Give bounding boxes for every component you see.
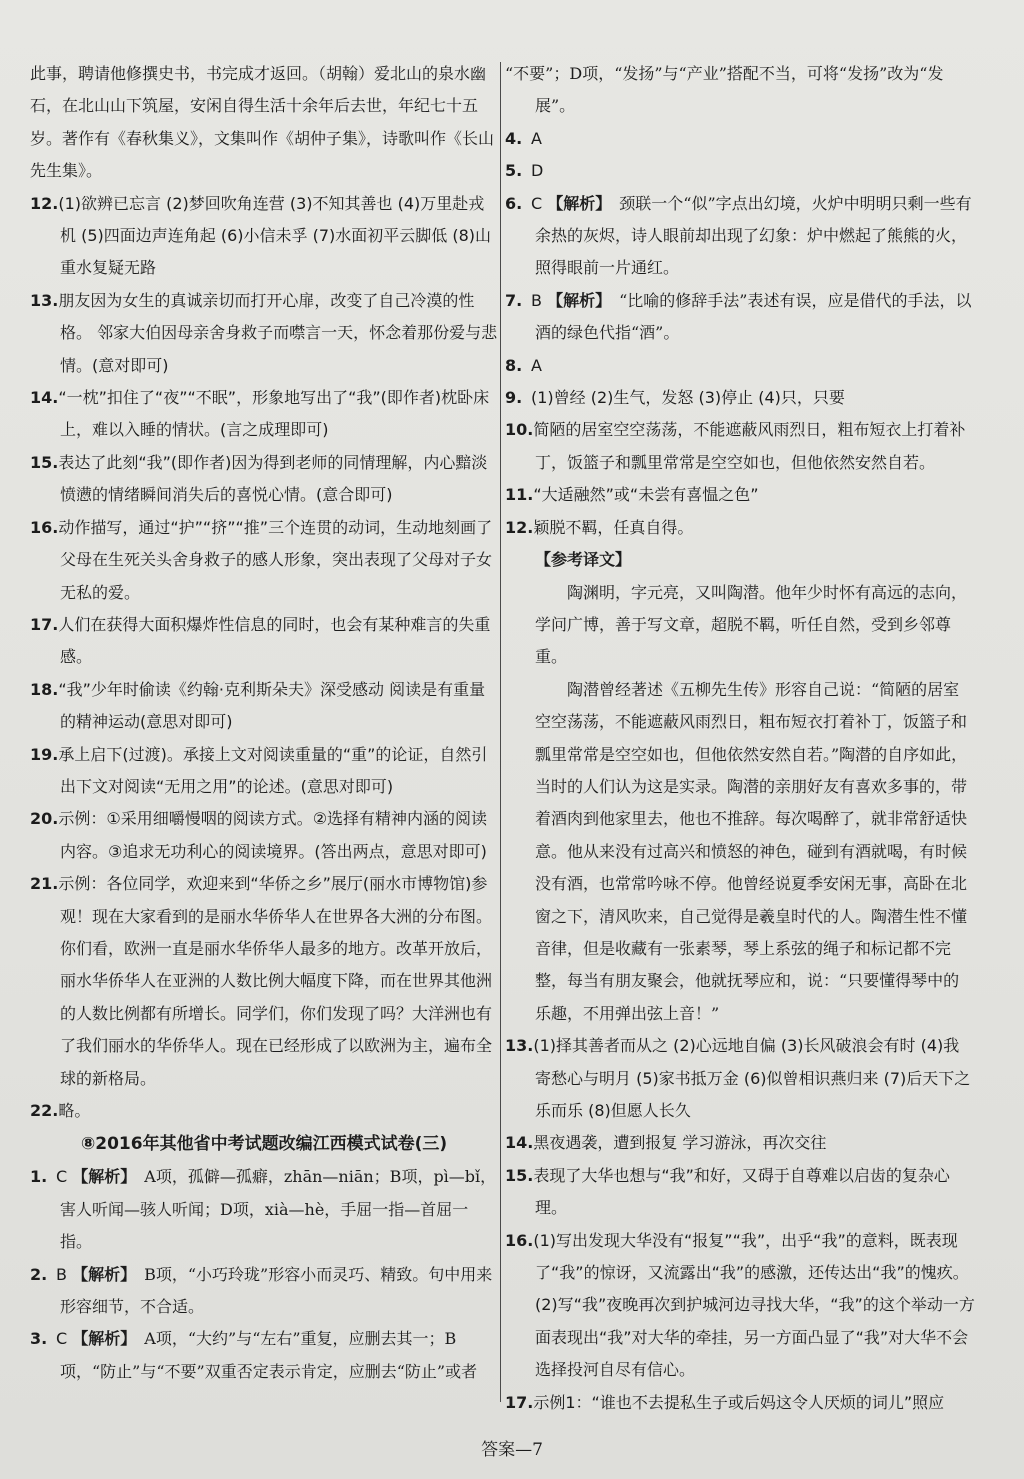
item-number: 18. [30, 679, 59, 699]
item-text: 表达了此刻“我”(即作者)因为得到老师的同情理解，内心黯淡愤懑的情绪瞬间消失后的喜悦心情。(意合即可) [58, 452, 488, 505]
answer-item-10 [505, 414, 975, 479]
item-text: 动作描写，通过“护”“挤”“推”三个连贯的动词，生动地刻画了父母在生死关头舍身救子的感人形象，突出表现了父母对子女无私的爱。 [58, 517, 493, 602]
item-text: 略。 [58, 1101, 91, 1120]
answer-item-22 [30, 1095, 498, 1127]
item-number: 8. [505, 355, 523, 375]
item-number: 6. [505, 193, 523, 213]
item-text: A项，孤僻—孤癖，zhān—niān；B项，pì—bǐ，害人听闻—骇人听闻；D项，xià—hè，手屈一指—首屈一指。 [60, 1167, 497, 1252]
item-number: 9. [505, 388, 523, 408]
column-divider [500, 62, 501, 1402]
item-number: 15. [30, 452, 59, 472]
answer-item-13b [505, 1030, 975, 1127]
analysis-tag: 【解析】 [72, 1264, 137, 1284]
item-text: “比喻的修辞手法”表述有误，应是借代的手法，以酒的绿色代指“酒”。 [535, 290, 972, 343]
item-number: 16. [30, 517, 59, 537]
page-footer: 答案—7 [481, 1440, 543, 1460]
item-number: 10. [505, 420, 534, 440]
analysis-tag: 【解析】 [547, 290, 612, 310]
item-text: 表现了大华也想与“我”和好，又碍于自尊难以启齿的复杂心理。 [533, 1165, 950, 1218]
item-text: 承上启下(过渡)。承接上文对阅读重量的“重”的论证，自然引出下文对阅读“无用之用”的论述。(意思对即可) [58, 744, 488, 796]
item-number: 22. [30, 1101, 59, 1120]
analysis-tag: 【解析】 [72, 1167, 137, 1187]
item-number: 4. [505, 128, 523, 148]
answer-item-13 [30, 285, 498, 382]
answer-item-16b-part2 [505, 1289, 975, 1386]
answer-item-14 [30, 382, 498, 447]
answer-item-17 [30, 609, 498, 674]
item-text: A项，“大约”与“左右”重复，应删去其一；B项，“防止”与“不要”双重否定表示肯定，应删去“防止”或者 [60, 1329, 478, 1381]
translation-paragraph: 陶潜曾经著述《五柳先生传》形容自己说：“简陋的居室空空荡荡，不能遮蔽风雨烈日，粗布短衣打着补丁，饭篮子和瓢里常常是空空如也，但他依然安然自若。”陶潜的自序如此，当时的人们认为这是实录。陶潜的亲朋好友有喜欢多事的，带着酒肉到他家里去，他也不推辞。每次喝醉了，就非常舒适快意。他从来没有过高兴和愤怒的神色，碰到有酒就喝，有时候没有酒，也常常吟咏不停。他曾经说夏季安闲无事，高卧在北窗之下，清风吹来，自己觉得是羲皇时代的人。陶潜生性不懂音律，但是收藏有一张素琴，琴上系弦的绳子和标记都不完整，每当有朋友聚会，他就抚琴应和，说：“只要懂得琴中的乐趣，不用弹出弦上音！” [535, 679, 968, 1023]
answer-item-3 [30, 1323, 498, 1388]
item-text: A [531, 355, 542, 375]
answer-item-15 [30, 447, 498, 512]
item-number: 3. [30, 1329, 48, 1349]
answer-item-1 [30, 1161, 498, 1258]
answer-item-21 [30, 868, 498, 1095]
item-number: 13. [30, 290, 59, 310]
answer-list-part3 [505, 123, 975, 544]
continued-translation: 此事，聘请他修撰史书，书完成才返回。（胡翰）爱北山的泉水幽石，在北山山下筑屋，安闲自得生活十余年后去世，年纪七十五岁。著作有《春秋集义》，文集叫作《胡仲子集》，诗歌叫作《长山先生集》。 [30, 64, 495, 181]
answer-item-17b [505, 1387, 975, 1419]
section-title: ⑧2016年其他省中考试题改编江西模式试卷(三) [80, 1134, 448, 1155]
item-text: (2)写“我”夜晚再次到护城河边寻找大华，“我”的这个举动一方面表现出“我”对大华的牵挂，另一方面凸显了“我”对大华不会选择投河自尽有信心。 [535, 1295, 975, 1380]
right-column [505, 58, 975, 1419]
answer-item-7 [505, 285, 975, 350]
item-text: “大适融然”或“未尝有喜愠之色” [533, 485, 759, 505]
answer-item-5 [505, 155, 975, 187]
item-number: 12. [30, 193, 59, 213]
item-text: D [531, 161, 544, 181]
item-text: “一枕”扣住了“夜”“不眠”，形象地写出了“我”(即作者)枕卧床上，难以入睡的情状。(言之成理即可) [58, 388, 490, 440]
item-text: 颈联一个“似”字点出幻境，火炉中明明只剩一些有余热的灰烬，诗人眼前却出现了幻象：炉中燃起了熊熊的火，照得眼前一片通红。 [535, 193, 972, 278]
answer-item-16 [30, 512, 498, 609]
item-number: 14. [30, 388, 59, 408]
item-number: 15. [505, 1165, 534, 1185]
analysis-tag: 【解析】 [547, 193, 612, 213]
answer-item-19 [30, 739, 498, 804]
item-text: “不要”；D项，“发扬”与“产业”搭配不当，可将“发扬”改为“发展”。 [505, 64, 944, 116]
item-text: “我”少年时偷读《约翰·克利斯朵夫》深受感动 阅读是有重量的精神运动(意思对即可) [58, 679, 486, 732]
item-number: 7. [505, 290, 523, 310]
item-answer: C [56, 1167, 68, 1187]
answer-item-15b [505, 1160, 975, 1225]
item-number: 12. [505, 517, 534, 537]
answer-item-2 [30, 1259, 498, 1324]
item-answer: B [531, 290, 542, 310]
item-text: 朋友因为女生的真诚亲切而打开心扉，改变了自己冷漠的性格。 邻家大伯因母亲舍身救子而噤言一天，怀念着那份爱与悲情。(意对即可) [58, 290, 498, 375]
item-text: (1)择其善者而从之 (2)心远地自偏 (3)长风破浪会有时 (4)我寄愁心与明月 (5)家书抵万金 (6)似曾相识燕归来 (7)后天下之乐而乐 (8)但愿人长久 [533, 1036, 971, 1120]
answer-item-14b [505, 1127, 975, 1159]
item-number: 16. [505, 1230, 534, 1250]
answer-list-part1 [30, 188, 498, 1128]
analysis-tag: 【解析】 [72, 1329, 137, 1349]
item-number: 20. [30, 809, 59, 829]
item-number: 1. [30, 1167, 48, 1187]
item-number: 2. [30, 1264, 48, 1284]
item-text: 人们在获得大面积爆炸性信息的同时，也会有某种难言的失重感。 [58, 614, 491, 667]
answer-item-20 [30, 803, 498, 868]
answer-item-12 [30, 188, 498, 285]
reference-translation [505, 577, 975, 1031]
item-number: 14. [505, 1133, 534, 1153]
answer-item-6 [505, 188, 975, 285]
item-number: 17. [30, 614, 59, 634]
continued-analysis [505, 58, 975, 123]
item-number: 17. [505, 1392, 534, 1412]
translation-paragraph: 陶渊明，字元亮，又叫陶潜。他年少时怀有高远的志向，学问广博，善于写文章，超脱不羁，听任自然，受到乡邻尊重。 [535, 582, 968, 667]
answer-item-12b [505, 512, 975, 544]
item-answer: B [56, 1264, 67, 1284]
item-text: 颖脱不羁，任真自得。 [533, 517, 694, 537]
item-answer: C [56, 1329, 68, 1349]
answer-list-part4 [505, 1030, 975, 1419]
item-text: (1)写出发现大华没有“报复”“我”，出乎“我”的意料，既表现了“我”的惊讶，又流露出“我”的感激，还传达出“我”的愧疚。 [533, 1230, 969, 1283]
reference-translation-title: 【参考译文】 [535, 550, 632, 570]
item-text: (1)欲辨已忘言 (2)梦回吹角连营 (3)不知其善也 (4)万里赴戎机 (5)四面边声连角起 (6)小信未孚 (7)水面初平云脚低 (8)山重水复疑无路 [58, 193, 492, 278]
answer-item-18 [30, 674, 498, 739]
item-number: 11. [505, 485, 534, 505]
item-text: A [531, 128, 542, 148]
left-column [30, 58, 498, 1388]
item-number: 19. [30, 744, 59, 764]
item-number: 13. [505, 1036, 534, 1056]
item-answer: C [531, 193, 543, 213]
answer-list-part2 [30, 1161, 498, 1388]
answer-item-11 [505, 479, 975, 511]
item-text: 简陋的居室空空荡荡，不能遮蔽风雨烈日，粗布短衣上打着补丁，饭篮子和瓢里常常是空空如也，但他依然安然自若。 [533, 420, 966, 472]
item-text: 示例：各位同学，欢迎来到“华侨之乡”展厅(丽水市博物馆)参观！现在大家看到的是丽水华侨华人在世界各大洲的分布图。你们看，欧洲一直是丽水华侨华人最多的地方。改革开放后，丽水华侨华人在亚洲的人数比例大幅度下降，而在世界其他洲的人数比例都有所增长。同学们，你们发现了吗？大洋洲也有了我们丽水的华侨华人。现在已经形成了以欧洲为主，遍布全球的新格局。 [58, 874, 493, 1088]
item-text: B项，“小巧玲珑”形容小而灵巧、精致。句中用来形容细节，不合适。 [60, 1264, 493, 1317]
item-number: 21. [30, 874, 59, 894]
item-text: 黑夜遇袭，遭到报复 学习游泳，再次交往 [533, 1133, 827, 1153]
item-text: 示例1：“谁也不去提私生子或后妈这令人厌烦的词儿”照应 [533, 1392, 945, 1412]
item-number: 5. [505, 161, 523, 181]
answer-item-9 [505, 382, 975, 414]
item-text: (1)曾经 (2)生气，发怒 (3)停止 (4)只，只要 [531, 388, 845, 408]
answer-item-16b [505, 1225, 975, 1290]
item-text: 示例：①采用细嚼慢咽的阅读方式。②选择有精神内涵的阅读内容。③追求无功利心的阅读境界。(答出两点，意思对即可) [58, 809, 488, 861]
answer-item-8 [505, 350, 975, 382]
answer-item-4 [505, 123, 975, 155]
